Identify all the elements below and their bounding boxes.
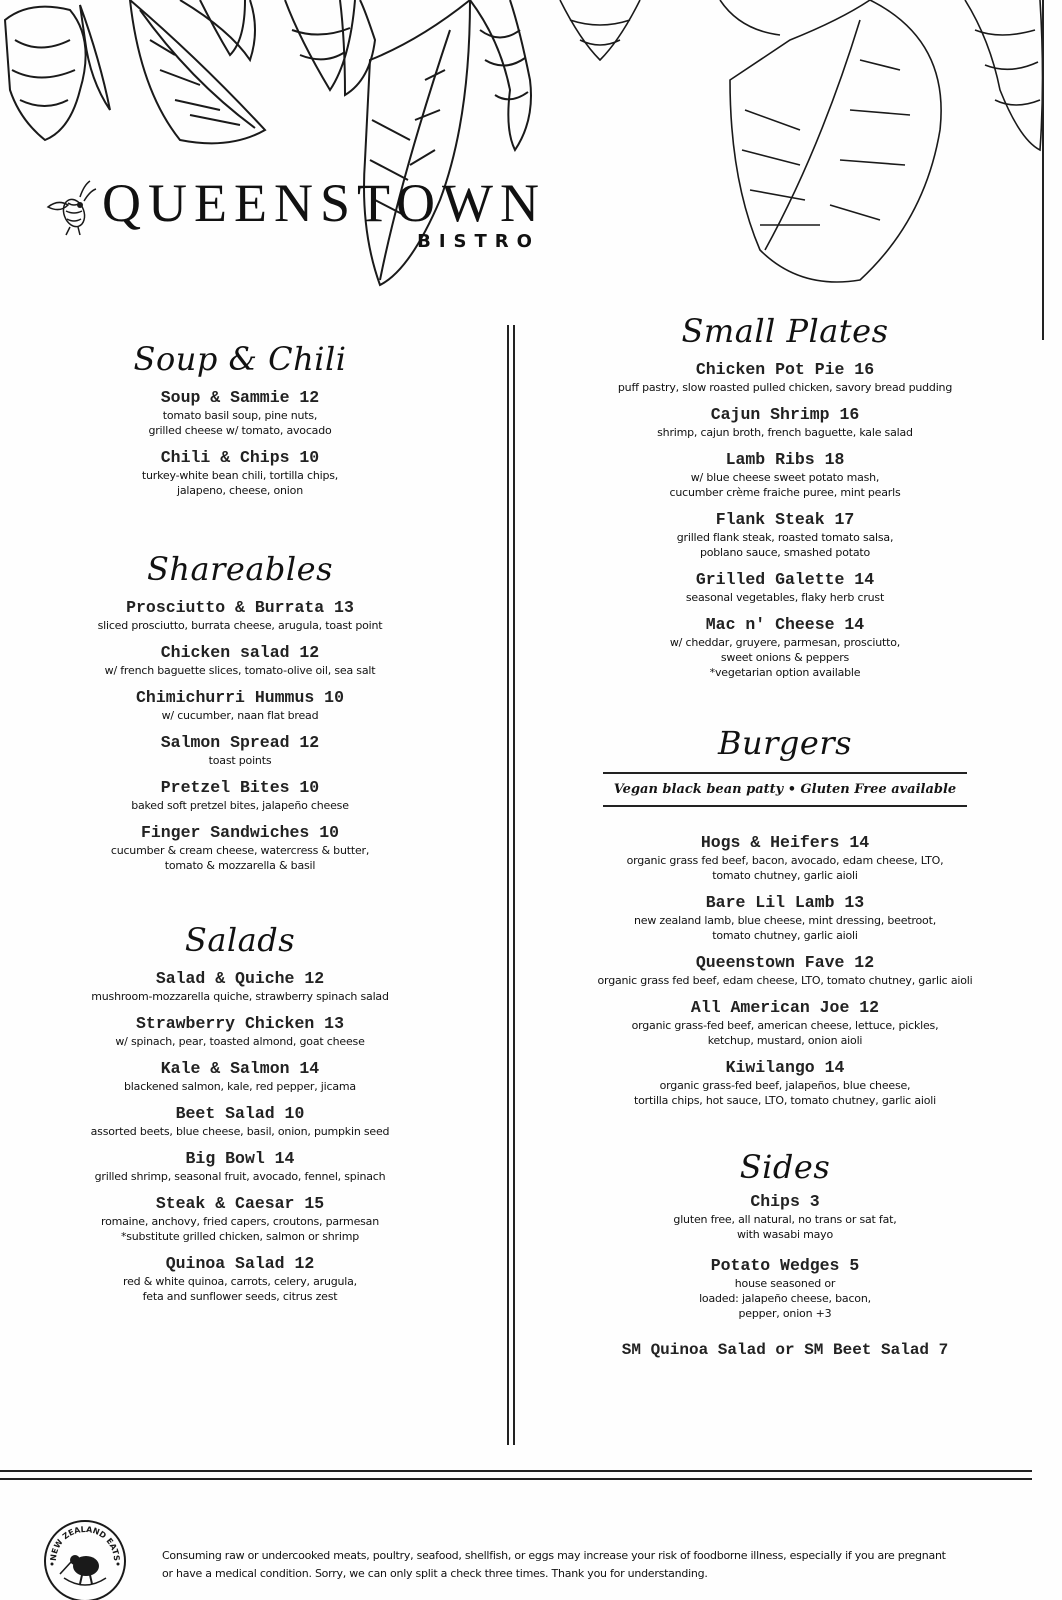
- item-desc: tomato basil soup, pine nuts,: [162, 409, 318, 422]
- menu-item: [60, 448, 420, 498]
- item-desc: seasonal vegetables, flaky herb crust: [685, 591, 885, 604]
- menu-item: [585, 510, 985, 560]
- item-desc: *vegetarian option available: [709, 666, 861, 679]
- item-desc: house seasoned or: [734, 1277, 836, 1290]
- page-edge-line: [1042, 0, 1044, 340]
- item-desc: w/ french baguette slices, tomato-olive oil, sea salt: [104, 664, 376, 677]
- menu-item: [585, 360, 985, 395]
- side-salad-option: SM Quinoa Salad or SM Beet Salad 7: [621, 1341, 949, 1359]
- item-name: Soup & Sammie 12: [160, 388, 320, 407]
- menu-item: [60, 1059, 420, 1094]
- item-name: Lamb Ribs 18: [725, 450, 845, 469]
- column-divider: [507, 325, 515, 1445]
- item-desc: jalapeno, cheese, onion: [177, 484, 303, 497]
- food-safety-disclaimer: [162, 1547, 1022, 1583]
- item-name: Bare Lil Lamb 13: [705, 893, 865, 912]
- item-desc: romaine, anchovy, fried capers, croutons, parmesan: [101, 1215, 379, 1228]
- item-desc: turkey-white bean chili, tortilla chips,: [141, 469, 339, 482]
- menu-item: [60, 388, 420, 438]
- disclaimer-line: Consuming raw or undercooked meats, poultry, seafood, shellfish, or eggs may increase your risk of foodborne illness, especially if you are pregnant: [162, 1549, 946, 1562]
- item-desc: puff pastry, slow roasted pulled chicken, savory bread pudding: [617, 381, 953, 394]
- item-desc: poblano sauce, smashed potato: [699, 546, 871, 559]
- section-burgers: [585, 724, 985, 1108]
- item-desc: gluten free, all natural, no trans or sat fat,: [673, 1213, 897, 1226]
- section-soup-chili: [60, 340, 420, 498]
- section-title: Sides: [739, 1148, 831, 1186]
- item-name: Finger Sandwiches 10: [140, 823, 340, 842]
- item-desc: grilled flank steak, roasted tomato salsa,: [676, 531, 894, 544]
- restaurant-logo: [40, 175, 546, 252]
- item-desc: tortilla chips, hot sauce, LTO, tomato chutney, garlic aioli: [634, 1094, 936, 1107]
- restaurant-subtitle: BISTRO: [417, 231, 540, 252]
- restaurant-name: QUEENSTOWN: [102, 173, 546, 233]
- menu-item: [585, 615, 985, 680]
- menu-item: [60, 969, 420, 1004]
- item-name: Prosciutto & Burrata 13: [126, 598, 354, 617]
- item-desc: toast points: [208, 754, 272, 767]
- item-name: Salmon Spread 12: [160, 733, 320, 752]
- kiwi-badge-icon: [42, 1518, 128, 1600]
- menu-item: [585, 833, 985, 883]
- burger-options-note: Vegan black bean patty • Gluten Free available: [603, 772, 967, 807]
- item-name: Chicken salad 12: [160, 643, 320, 662]
- item-name: Chili & Chips 10: [160, 448, 320, 467]
- item-desc: organic grass fed beef, edam cheese, LTO, tomato chutney, garlic aioli: [597, 974, 973, 987]
- item-name: Quinoa Salad 12: [165, 1254, 315, 1273]
- item-desc: feta and sunflower seeds, citrus zest: [142, 1290, 338, 1303]
- item-desc: assorted beets, blue cheese, basil, onion, pumpkin seed: [90, 1125, 390, 1138]
- item-name: Hogs & Heifers 14: [700, 833, 870, 852]
- menu-item: [585, 998, 985, 1048]
- section-salads: [60, 921, 420, 1304]
- item-desc: sliced prosciutto, burrata cheese, arugula, toast point: [97, 619, 383, 632]
- item-name: Cajun Shrimp 16: [710, 405, 860, 424]
- disclaimer-line: or have a medical condition. Sorry, we can only split a check three times. Thank you for understanding.: [162, 1567, 708, 1580]
- item-desc: w/ cucumber, naan flat bread: [161, 709, 319, 722]
- item-desc: tomato chutney, garlic aioli: [712, 929, 858, 942]
- section-title: Small Plates: [681, 312, 889, 350]
- item-desc: loaded: jalapeño cheese, bacon,: [699, 1292, 871, 1305]
- menu-item: [60, 733, 420, 768]
- footer-double-rule: [0, 1470, 1032, 1480]
- menu-item: [585, 405, 985, 440]
- menu-item: [585, 1058, 985, 1108]
- item-name: Steak & Caesar 15: [155, 1194, 325, 1213]
- section-title: Salads: [184, 921, 296, 959]
- item-name: Strawberry Chicken 13: [136, 1014, 344, 1033]
- item-desc: cucumber & cream cheese, watercress & butter,: [110, 844, 370, 857]
- menu-item: [60, 1104, 420, 1139]
- item-desc: *substitute grilled chicken, salmon or shrimp: [120, 1230, 360, 1243]
- menu-item: [60, 1149, 420, 1184]
- botanical-art-icon: [0, 0, 1062, 300]
- item-name: Big Bowl 14: [185, 1149, 295, 1168]
- section-title: Burgers: [717, 724, 853, 762]
- item-desc: w/ blue cheese sweet potato mash,: [690, 471, 880, 484]
- item-name: Mac n' Cheese 14: [705, 615, 865, 634]
- item-name: Chips 3: [750, 1192, 820, 1211]
- menu-item: [60, 1254, 420, 1304]
- menu-item: [585, 570, 985, 605]
- item-desc: grilled cheese w/ tomato, avocado: [148, 424, 332, 437]
- item-desc: w/ cheddar, gruyere, parmesan, prosciutto,: [669, 636, 901, 649]
- bee-icon: [40, 177, 102, 237]
- item-desc: w/ spinach, pear, toasted almond, goat cheese: [115, 1035, 365, 1048]
- item-name: Chimichurri Hummus 10: [136, 688, 344, 707]
- item-desc: baked soft pretzel bites, jalapeño cheese: [131, 799, 349, 812]
- section-shareables: [60, 550, 420, 873]
- menu-item: [585, 1192, 985, 1242]
- item-name: Potato Wedges 5: [710, 1256, 860, 1275]
- menu-item: [60, 778, 420, 813]
- menu-item: [585, 893, 985, 943]
- item-name: Salad & Quiche 12: [155, 969, 325, 988]
- item-desc: organic grass-fed beef, jalapeños, blue cheese,: [659, 1079, 911, 1092]
- hops-leaves-illustration: [0, 0, 1062, 300]
- section-small-plates: [585, 312, 985, 680]
- menu-item: [60, 1014, 420, 1049]
- left-menu-column: [60, 340, 420, 1304]
- section-title: Shareables: [147, 550, 333, 588]
- section-sides: [585, 1148, 985, 1359]
- item-name: Chicken Pot Pie 16: [695, 360, 875, 379]
- item-name: Flank Steak 17: [715, 510, 855, 529]
- item-desc: shrimp, cajun broth, french baguette, kale salad: [657, 426, 913, 439]
- badge-text: NEW ZEALAND EATS: [48, 1524, 122, 1562]
- item-desc: tomato & mozzarella & basil: [164, 859, 316, 872]
- item-desc: organic grass fed beef, bacon, avocado, edam cheese, LTO,: [626, 854, 944, 867]
- menu-item: [60, 688, 420, 723]
- item-name: Pretzel Bites 10: [160, 778, 320, 797]
- menu-item: [60, 643, 420, 678]
- menu-item: [60, 1194, 420, 1244]
- item-desc: red & white quinoa, carrots, celery, arugula,: [123, 1275, 357, 1288]
- item-desc: cucumber crème fraiche puree, mint pearls: [669, 486, 901, 499]
- item-name: All American Joe 12: [690, 998, 880, 1017]
- menu-item: [585, 1256, 985, 1321]
- menu-item: [585, 450, 985, 500]
- menu-item: [60, 598, 420, 633]
- item-desc: grilled shrimp, seasonal fruit, avocado, fennel, spinach: [94, 1170, 386, 1183]
- item-name: Kiwilango 14: [725, 1058, 845, 1077]
- item-desc: new zealand lamb, blue cheese, mint dressing, beetroot,: [633, 914, 936, 927]
- item-name: Grilled Galette 14: [695, 570, 875, 589]
- item-name: Queenstown Fave 12: [695, 953, 875, 972]
- menu-item: [585, 953, 985, 988]
- menu-item: [60, 823, 420, 873]
- right-menu-column: [585, 312, 985, 1359]
- item-desc: organic grass-fed beef, american cheese, lettuce, pickles,: [631, 1019, 939, 1032]
- item-desc: mushroom-mozzarella quiche, strawberry spinach salad: [91, 990, 389, 1003]
- item-desc: sweet onions & peppers: [720, 651, 850, 664]
- item-desc: pepper, onion +3: [738, 1307, 832, 1320]
- item-desc: blackened salmon, kale, red pepper, jicama: [124, 1080, 356, 1093]
- item-desc: ketchup, mustard, onion aioli: [707, 1034, 863, 1047]
- item-desc: with wasabi mayo: [736, 1228, 834, 1241]
- item-desc: tomato chutney, garlic aioli: [712, 869, 858, 882]
- item-name: Kale & Salmon 14: [160, 1059, 320, 1078]
- section-title: Soup & Chili: [133, 340, 347, 378]
- item-name: Beet Salad 10: [175, 1104, 305, 1123]
